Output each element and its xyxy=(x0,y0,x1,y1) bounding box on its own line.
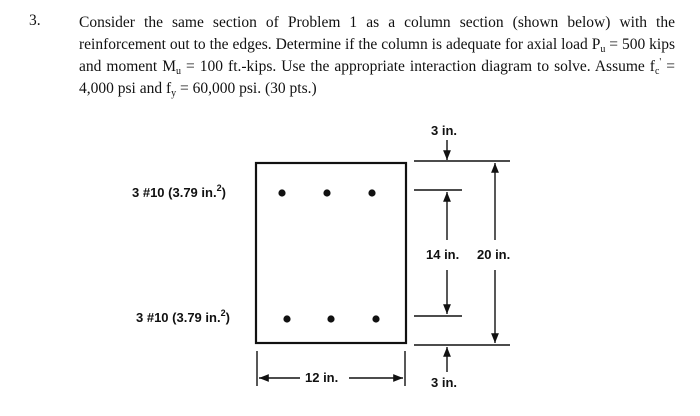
top-bars-label: 3 #10 (3.79 in.$^2$) xyxy=(132,183,226,200)
fc-prime: ' xyxy=(659,56,662,68)
statement-fy-value: = 60,000 psi. (30 pts.) xyxy=(176,80,317,97)
bar-dot xyxy=(323,189,330,196)
bar-dot xyxy=(368,189,375,196)
statement-fc-value: = 4,000 psi and f xyxy=(79,58,675,97)
statement-mu-value: = 100 ft.-kips. Use the appropriate interaction diagram to solve. Assume f xyxy=(181,58,655,75)
problem-number: 3. xyxy=(29,12,41,29)
bar-dot xyxy=(283,315,290,322)
statement-intro: Consider the same section of Problem 1 as a column section (shown below) with the reinforcement out to the edges. Determine if the column is adequate for axial load P xyxy=(79,14,675,53)
statement-pu-value: = 500 kips and moment M xyxy=(79,36,675,75)
total-depth-label: 20 in. xyxy=(477,247,511,262)
inner-depth-label: 14 in. xyxy=(426,247,460,262)
bar-dot xyxy=(278,189,285,196)
width-label: 12 in. xyxy=(305,370,339,385)
top-bars xyxy=(278,189,375,196)
fy-subscript: y xyxy=(171,88,177,99)
bottom-bars xyxy=(283,315,379,322)
top-cover-label: 3 in. xyxy=(431,123,458,138)
bar-dot xyxy=(327,315,334,322)
bottom-cover-label: 3 in. xyxy=(431,375,458,390)
mu-subscript: u xyxy=(176,66,181,77)
bottom-bars-label: 3 #10 (3.79 in.$^2$) xyxy=(136,308,230,325)
bar-dot xyxy=(372,315,379,322)
fc-subscript: c xyxy=(654,66,660,77)
pu-subscript: u xyxy=(600,44,606,55)
